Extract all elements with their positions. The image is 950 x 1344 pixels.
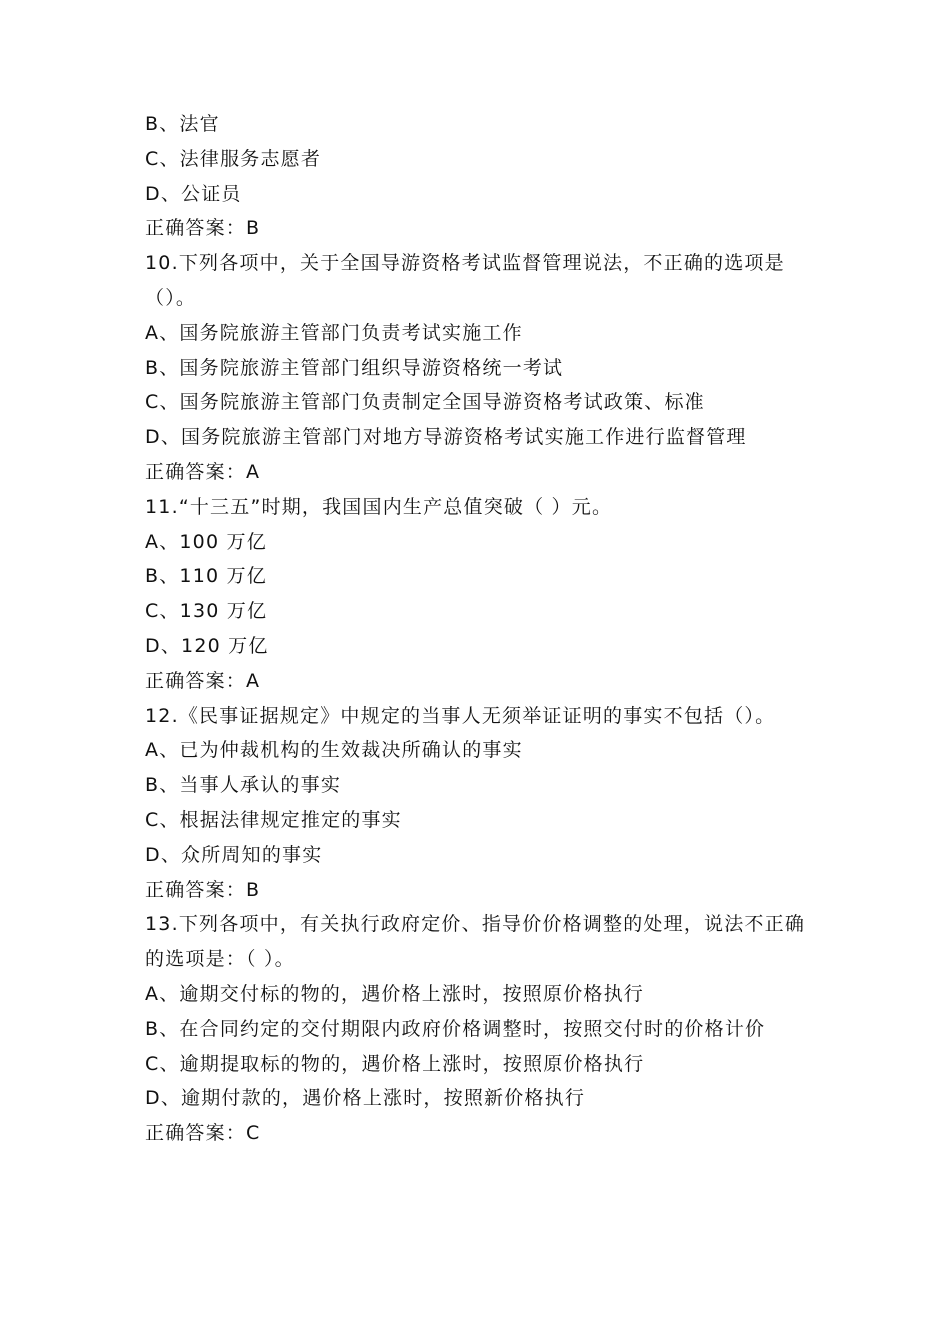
option-line: D、120 万亿 bbox=[145, 634, 269, 657]
option-line: B、110 万亿 bbox=[145, 565, 267, 588]
option-line: B、在合同约定的交付期限内政府价格调整时，按照交付时的价格计价 bbox=[145, 1017, 766, 1040]
option-line: C、130 万亿 bbox=[145, 600, 268, 623]
answer-line: 正确答案：C bbox=[145, 1122, 261, 1145]
option-line: B、法官 bbox=[145, 113, 220, 135]
question-line: 13.下列各项中，有关执行政府定价、指导价价格调整的处理，说法不正确的选项是：（ ）。 bbox=[145, 913, 806, 971]
option-line: C、根据法律规定推定的事实 bbox=[145, 808, 402, 831]
option-line: D、公证员 bbox=[145, 182, 242, 205]
option-line: A、国务院旅游主管部门负责考试实施工作 bbox=[145, 321, 523, 344]
option-line: B、当事人承认的事实 bbox=[145, 774, 342, 797]
answer-line: 正确答案：A bbox=[145, 669, 261, 692]
answer-line: 正确答案：B bbox=[145, 217, 261, 240]
option-line: C、法律服务志愿者 bbox=[145, 147, 322, 170]
document-page bbox=[145, 107, 820, 1151]
answer-line: 正确答案：A bbox=[145, 460, 261, 483]
option-line: C、国务院旅游主管部门负责制定全国导游资格考试政策、标准 bbox=[145, 391, 705, 414]
option-line: C、逾期提取标的物的，遇价格上涨时，按照原价格执行 bbox=[145, 1052, 645, 1075]
question-line: 10.下列各项中，关于全国导游资格考试监督管理说法，不正确的选项是（）。 bbox=[145, 252, 785, 309]
option-line: D、国务院旅游主管部门对地方导游资格考试实施工作进行监督管理 bbox=[145, 426, 747, 449]
option-line: A、100 万亿 bbox=[145, 530, 267, 553]
option-line: B、国务院旅游主管部门组织导游资格统一考试 bbox=[145, 356, 564, 379]
question-line: 11.“十三五”时期，我国国内生产总值突破（ ）元。 bbox=[145, 495, 613, 518]
option-line: D、逾期付款的，遇价格上涨时，按照新价格执行 bbox=[145, 1087, 586, 1110]
answer-line: 正确答案：B bbox=[145, 878, 261, 901]
question-line: 12.《民事证据规定》中规定的当事人无须举证证明的事实不包括（）。 bbox=[145, 704, 776, 727]
option-line: D、众所周知的事实 bbox=[145, 843, 323, 866]
option-line: A、逾期交付标的物的，遇价格上涨时，按照原价格执行 bbox=[145, 982, 644, 1005]
option-line: A、已为仲裁机构的生效裁决所确认的事实 bbox=[145, 739, 523, 762]
